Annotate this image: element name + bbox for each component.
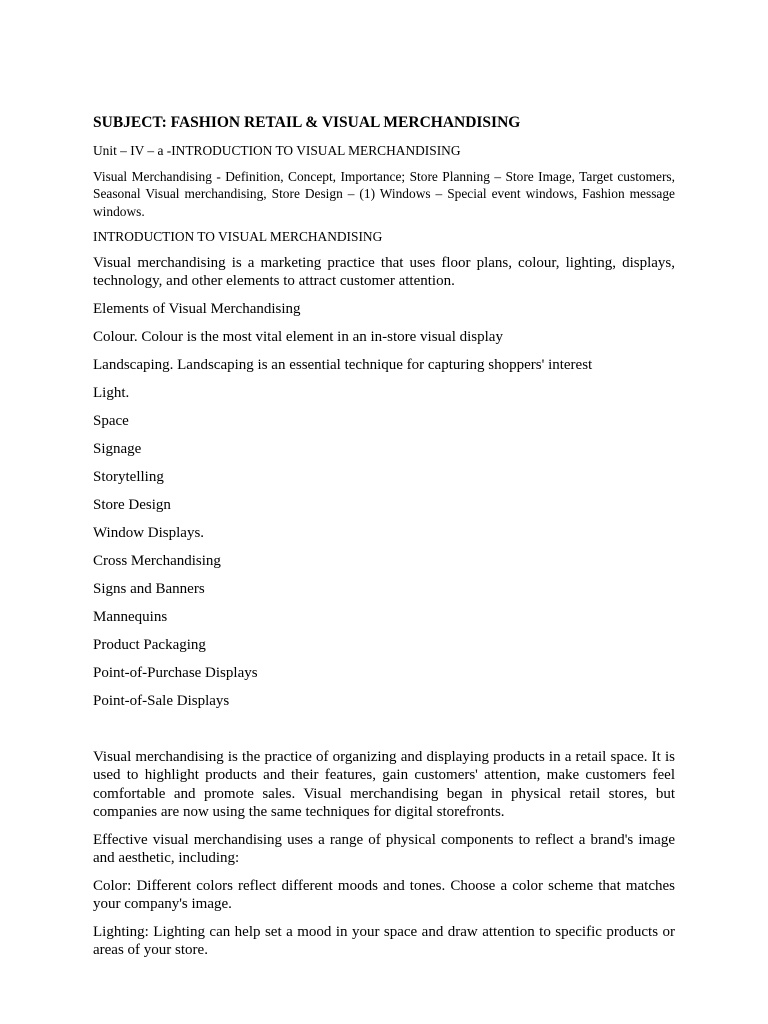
list-item: Point-of-Purchase Displays <box>93 664 258 681</box>
list-item: Colour. Colour is the most vital element in an in-store visual display <box>93 328 503 345</box>
components-paragraph: Effective visual merchandising uses a range of physical components to reflect a brand's image and aesthetic, including: <box>93 831 675 866</box>
syllabus-paragraph: Visual Merchandising - Definition, Concept, Importance; Store Planning – Store Image, Target customers, Seasonal Visual merchandising, Store Design – (1) Windows – Special event windows, Fashion message windows. <box>93 168 675 219</box>
list-item: Product Packaging <box>93 636 206 653</box>
list-item: Window Displays. <box>93 524 205 541</box>
color-paragraph: Color: Different colors reflect different moods and tones. Choose a color scheme that matches your company's image. <box>93 877 675 912</box>
list-item: Space <box>93 412 129 429</box>
list-item: Light. <box>93 384 130 401</box>
lighting-paragraph: Lighting: Lighting can help set a mood in your space and draw attention to specific products or areas of your store. <box>93 923 675 958</box>
intro-paragraph: Visual merchandising is a marketing practice that uses floor plans, colour, lighting, displays, technology, and other elements to attract customer attention. <box>93 254 675 289</box>
paragraph-spacer <box>93 720 675 748</box>
list-item: Signage <box>93 440 142 457</box>
subject-title: SUBJECT: FASHION RETAIL & VISUAL MERCHANDISING <box>93 114 521 131</box>
list-item: Store Design <box>93 496 171 513</box>
practice-paragraph: Visual merchandising is the practice of organizing and displaying products in a retail space. It is used to highlight products and their features, gain customers' attention, make customers feel comfortable and promote sales. Visual merchandising began in physical retail stores, but companies are now using the same techniques for digital storefronts. <box>93 748 675 820</box>
list-item: Cross Merchandising <box>93 552 221 569</box>
document-page <box>93 113 675 969</box>
section-heading: INTRODUCTION TO VISUAL MERCHANDISING <box>93 229 383 244</box>
list-item: Point-of-Sale Displays <box>93 692 230 709</box>
list-item: Landscaping. Landscaping is an essential technique for capturing shoppers' interest <box>93 356 593 373</box>
list-item: Mannequins <box>93 608 168 625</box>
elements-heading: Elements of Visual Merchandising <box>93 300 301 317</box>
unit-line: Unit – IV – a -INTRODUCTION TO VISUAL MERCHANDISING <box>93 143 461 158</box>
list-item: Storytelling <box>93 468 164 485</box>
list-item: Signs and Banners <box>93 580 205 597</box>
